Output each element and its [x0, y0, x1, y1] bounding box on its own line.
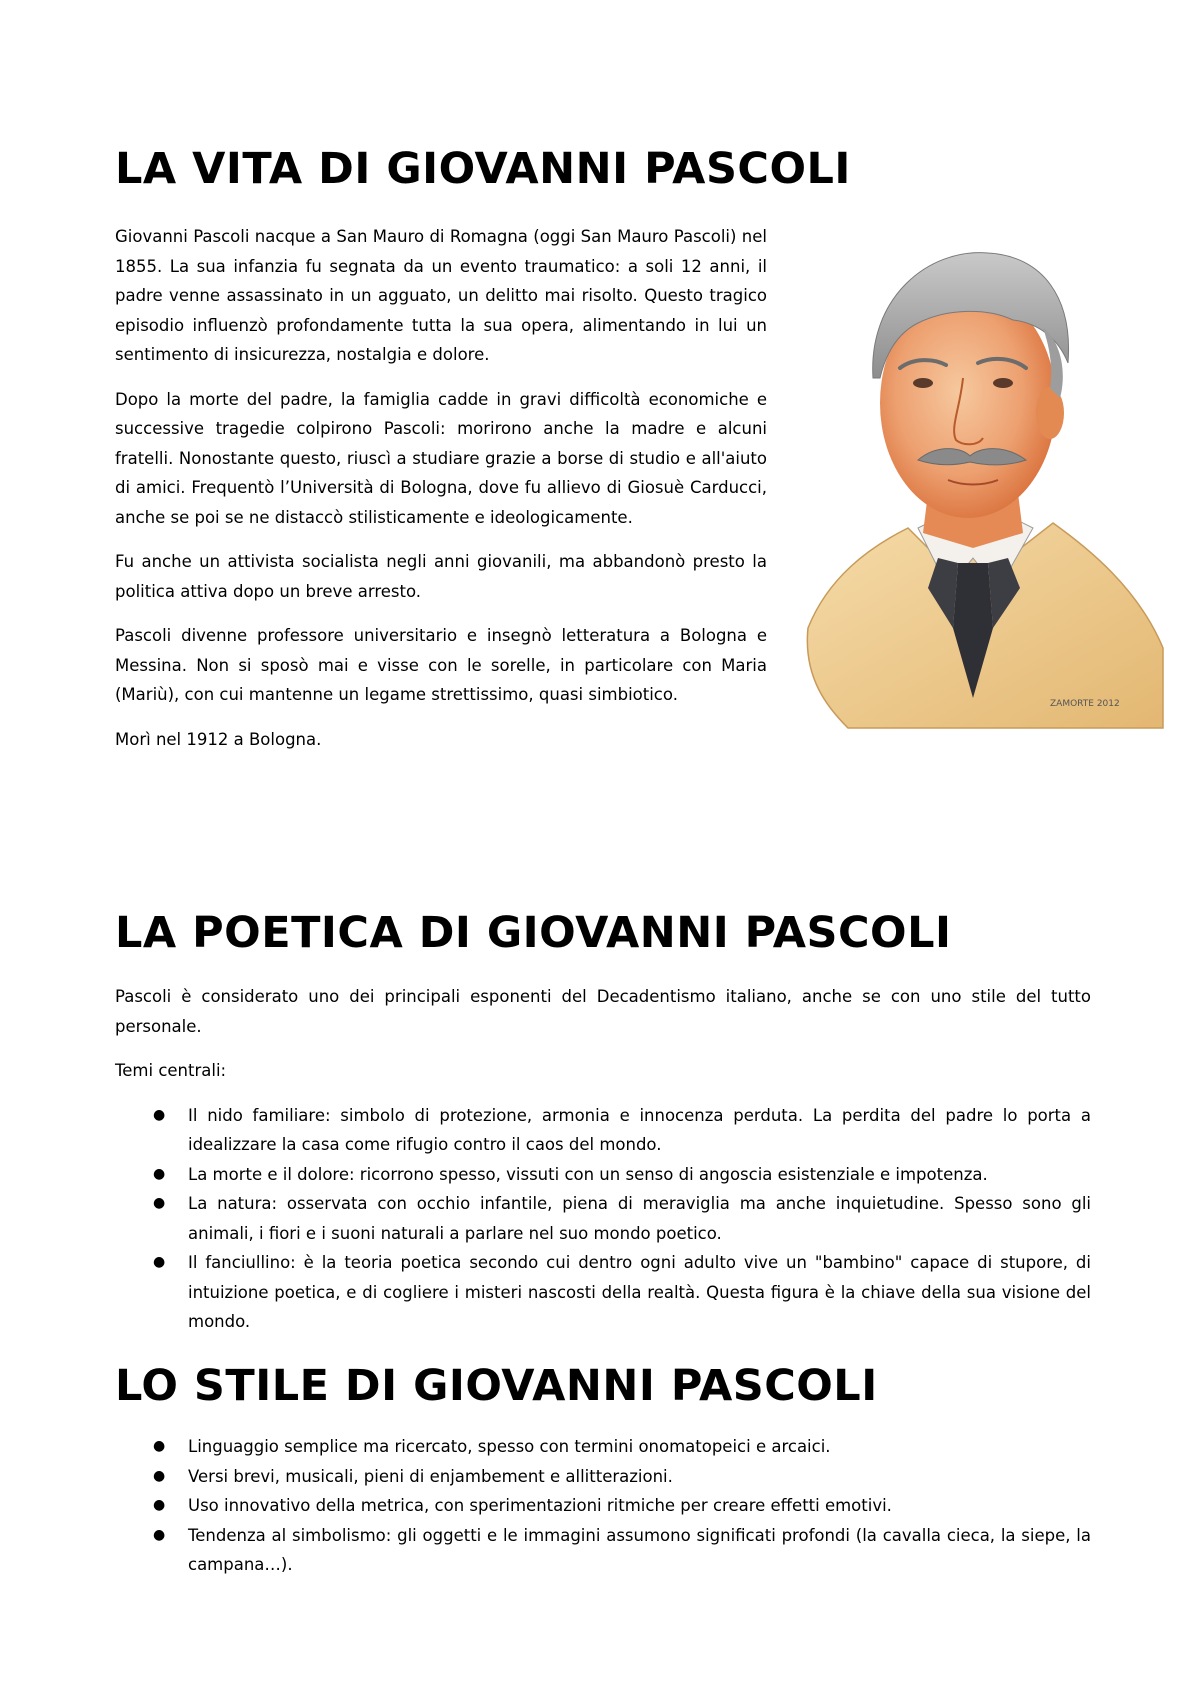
- list-item: [115, 1248, 1091, 1337]
- list-item: [115, 1491, 1091, 1521]
- list-item: [115, 1432, 1091, 1462]
- bullet-icon: ●: [153, 1254, 166, 1270]
- bullet-icon: ●: [153, 1195, 166, 1211]
- vita-paragraph: Morì nel 1912 a Bologna.: [115, 729, 322, 749]
- vita-paragraph: Giovanni Pascoli nacque a San Mauro di Romagna (oggi San Mauro Pascoli) nel 1855. La sua infanzia fu segnata da un evento traumatico: a soli 12 anni, il padre venne assassinato in un agguato, un delitto mai risolto. Questo tragico episodio influenzò profondamente tutta la sua opera, alimentando in lui un sentimento di insicurezza, nostalgia e dolore.: [115, 227, 767, 364]
- poetica-body: [115, 982, 1091, 1337]
- stile-bullet-list: [115, 1432, 1091, 1580]
- poetica-bullet-list: [115, 1101, 1091, 1337]
- list-item-text: La morte e il dolore: ricorrono spesso, vissuti con un senso di angoscia esistenziale e impotenza.: [188, 1164, 988, 1184]
- list-item: [115, 1462, 1091, 1492]
- vita-paragraph: Pascoli divenne professore universitario e insegnò letteratura a Bologna e Messina. Non si sposò mai e visse con le sorelle, in particolare con Maria (Mariù), con cui mantenne un legame strettissimo, quasi simbiotico.: [115, 626, 767, 704]
- stile-body: [115, 1432, 1091, 1580]
- vita-body: [115, 222, 767, 769]
- bullet-icon: ●: [153, 1497, 166, 1513]
- vita-paragraph: Dopo la morte del padre, la famiglia cadde in gravi difficoltà economiche e successive tragedie colpirono Pascoli: morirono anche la madre e alcuni fratelli. Nonostante questo, riuscì a studiare grazie a borse di studio e all'aiuto di amici. Frequentò l’Università di Bologna, dove fu allievo di Giosuè Carducci, anche se poi se ne distaccò stilisticamente e ideologicamente.: [115, 389, 767, 527]
- list-item-text: Versi brevi, musicali, pieni di enjambement e allitterazioni.: [188, 1466, 673, 1486]
- list-item: [115, 1101, 1091, 1160]
- bullet-icon: ●: [153, 1526, 166, 1543]
- list-item-text: Il nido familiare: simbolo di protezione, armonia e innocenza perduta. La perdita del padre lo porta a idealizzare la casa come rifugio contro il caos del mondo.: [188, 1105, 1091, 1154]
- list-item-text: Tendenza al simbolismo: gli oggetti e le immagini assumono significati profondi (la cavalla cieca, la siepe, la campana…).: [188, 1525, 1091, 1574]
- list-item-text: Il fanciullino: è la teoria poetica secondo cui dentro ogni adulto vive un "bambino" capace di stupore, di intuizione poetica, e di cogliere i misteri nascosti della realtà. Questa figura è la chiave della sua visione del mondo.: [188, 1253, 1091, 1331]
- poetica-intro: Pascoli è considerato uno dei principali esponenti del Decadentismo italiano, anche se con uno stile del tutto personale.: [115, 987, 1091, 1036]
- section-title-vita: LA VITA DI GIOVANNI PASCOLI: [115, 144, 851, 194]
- list-item: [115, 1521, 1091, 1580]
- list-item-text: Linguaggio semplice ma ricercato, spesso con termini onomatopeici e arcaici.: [188, 1437, 831, 1456]
- pascoli-portrait-image: [788, 228, 1168, 748]
- poetica-subheading: Temi centrali:: [115, 1061, 227, 1080]
- list-item-text: La natura: osservata con occhio infantile, piena di meraviglia ma anche inquietudine. Spesso sono gli animali, i fiori e i suoni naturali a parlare nel suo mondo poetico.: [188, 1194, 1091, 1243]
- list-item: [115, 1189, 1091, 1248]
- section-title-poetica: LA POETICA DI GIOVANNI PASCOLI: [115, 908, 952, 958]
- bullet-icon: ●: [153, 1438, 166, 1454]
- list-item-text: Uso innovativo della metrica, con sperimentazioni ritmiche per creare effetti emotivi.: [188, 1496, 892, 1515]
- section-title-stile: LO STILE DI GIOVANNI PASCOLI: [115, 1361, 878, 1411]
- portrait-signature: ZAMORTE 2012: [1050, 699, 1120, 709]
- vita-paragraph: Fu anche un attivista socialista negli anni giovanili, ma abbandonò presto la politica attiva dopo un breve arresto.: [115, 552, 767, 601]
- list-item: [115, 1160, 1091, 1190]
- bullet-icon: ●: [153, 1106, 166, 1123]
- bullet-icon: ●: [153, 1165, 166, 1182]
- bullet-icon: ●: [153, 1467, 166, 1484]
